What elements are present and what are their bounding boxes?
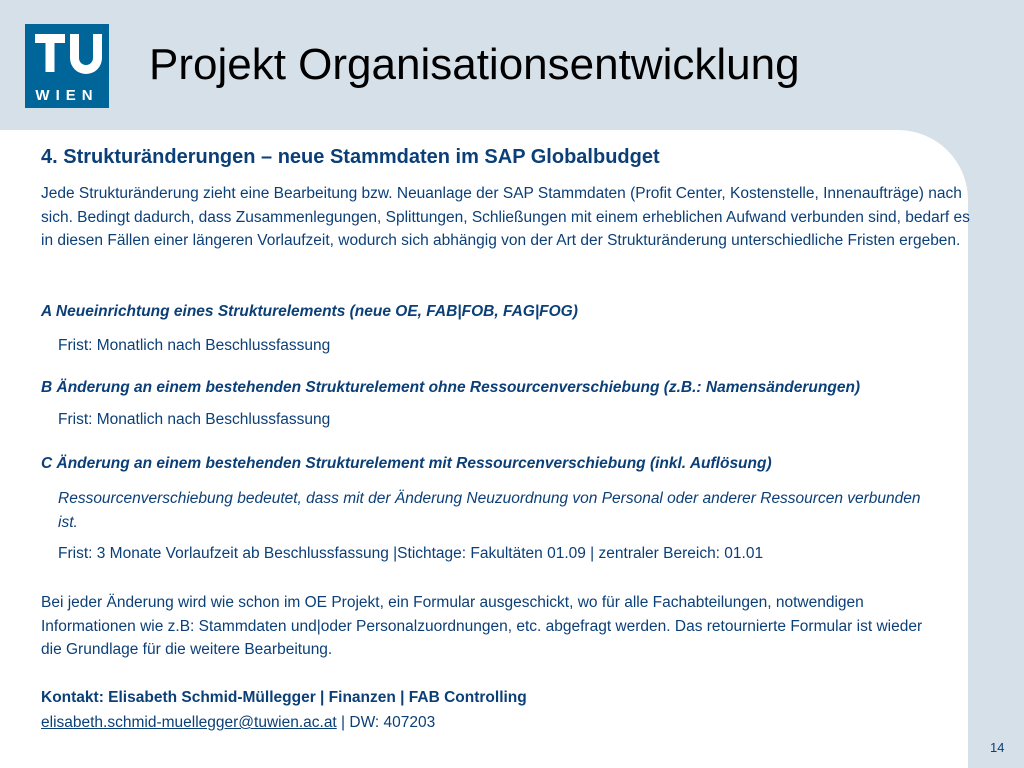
section-b-deadline: Frist: Monatlich nach Beschlussfassung <box>58 411 331 428</box>
section-c-deadline: Frist: 3 Monate Vorlaufzeit ab Beschlussfassung |Stichtage: Fakultäten 01.09 | zentraler Bereich: 01.01 <box>58 545 764 562</box>
section-a-title: A Neueinrichtung eines Strukturelements (neue OE, FAB|FOB, FAG|FOG) <box>41 303 578 320</box>
contact-line: Kontakt: Elisabeth Schmid-Müllegger | Finanzen | FAB Controlling <box>41 689 527 706</box>
section-c-note: Ressourcenverschiebung bedeutet, dass mit der Änderung Neuzuordnung von Personal oder anderer Ressourcen verbunden ist. <box>58 490 921 531</box>
closing-paragraph: Bei jeder Änderung wird wie schon im OE Projekt, ein Formular ausgeschickt, wo für alle Fachabteilungen, notwendigen Informationen wie z.B: Stammdaten und|oder Personalzuordnungen, etc. abgefragt werden. Das retournierte Formular ist wieder die Grundlage für die weitere Bearbeitung. <box>41 594 923 658</box>
section-a-deadline: Frist: Monatlich nach Beschlussfassung <box>58 337 331 354</box>
email-line <box>41 714 435 732</box>
tu-wien-logo <box>25 24 109 108</box>
page-number: 14 <box>990 740 1005 755</box>
intro-paragraph: Jede Strukturänderung zieht eine Bearbeitung bzw. Neuanlage der SAP Stammdaten (Profit Center, Kostenstelle, Innenaufträge) nach sich. Bedingt dadurch, dass Zusammenlegungen, Splittungen, Schließungen mit einem erheblichen Aufwand verbunden sind, bedarf es in diesen Fällen einer längeren Vorlaufzeit, wodurch sich abhängig von der Art der Strukturänderung unterschiedliche Fristen ergeben. <box>41 185 970 249</box>
slide-title: Projekt Organisationsentwicklung <box>149 40 800 89</box>
phone-extension: | DW: 407203 <box>336 714 436 731</box>
section-b-title: B Änderung an einem bestehenden Strukturelement ohne Ressourcenverschiebung (z.B.: Namensänderungen) <box>41 379 861 396</box>
logo-wordmark: WIEN <box>35 87 99 104</box>
section-heading: 4. Strukturänderungen – neue Stammdaten im SAP Globalbudget <box>41 146 660 168</box>
email-link[interactable]: elisabeth.schmid-muellegger@tuwien.ac.at <box>41 714 337 731</box>
section-c-title: C Änderung an einem bestehenden Strukturelement mit Ressourcenverschiebung (inkl. Auflösung) <box>41 455 772 472</box>
